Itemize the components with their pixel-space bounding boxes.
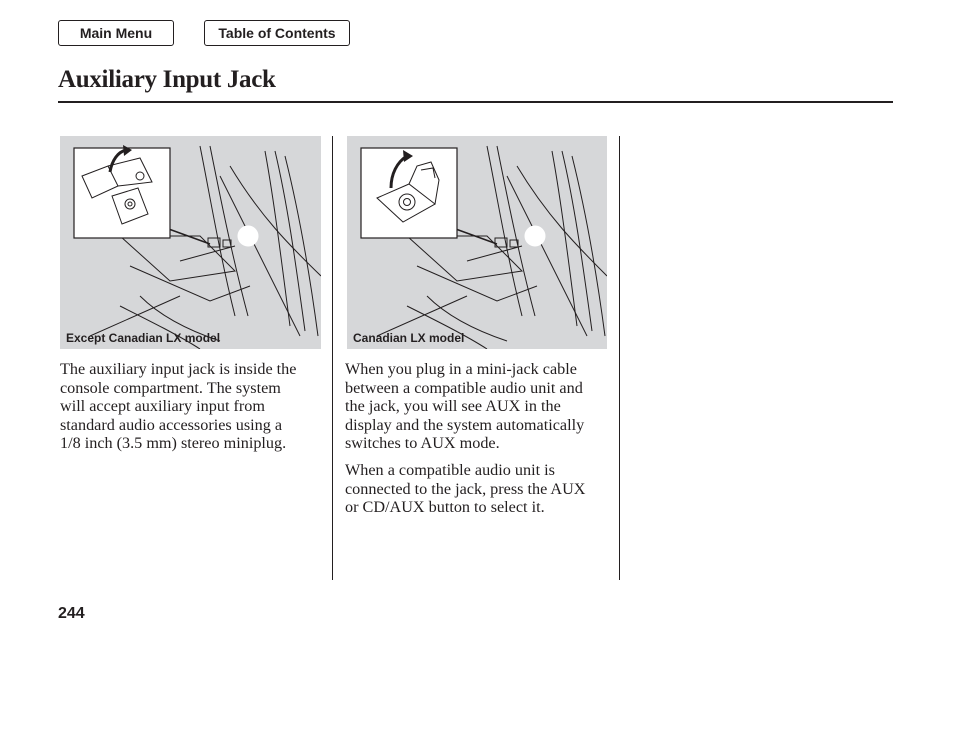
table-of-contents-button[interactable]: Table of Contents — [204, 20, 350, 46]
column-divider-left — [332, 136, 333, 580]
figure-caption-left: Except Canadian LX model — [66, 331, 221, 345]
main-menu-button[interactable]: Main Menu — [58, 20, 174, 46]
console-jack-illustration-left — [60, 136, 321, 349]
page-title: Auxiliary Input Jack — [58, 66, 276, 93]
figure-caption-right: Canadian LX model — [353, 331, 465, 345]
paragraph-aux-mode: When you plug in a mini-jack cable between a compatible audio unit and the jack, you will see AUX in the display and the system automatically switches to AUX mode. — [345, 360, 585, 453]
illustration-except-canadian-lx — [60, 136, 321, 349]
paragraph-select-aux: When a compatible audio unit is connected to the jack, press the AUX or CD/AUX button to select it. — [345, 461, 586, 517]
paragraph-jack-location: The auxiliary input jack is inside the console compartment. The system will accept auxiliary input from standard audio accessories using a 1/8 inch (3.5 mm) stereo miniplug. — [60, 360, 297, 453]
illustration-canadian-lx — [347, 136, 607, 349]
column-divider-right — [619, 136, 620, 580]
console-jack-illustration-right — [347, 136, 607, 349]
title-rule — [58, 101, 893, 103]
page-number: 244 — [58, 605, 85, 622]
